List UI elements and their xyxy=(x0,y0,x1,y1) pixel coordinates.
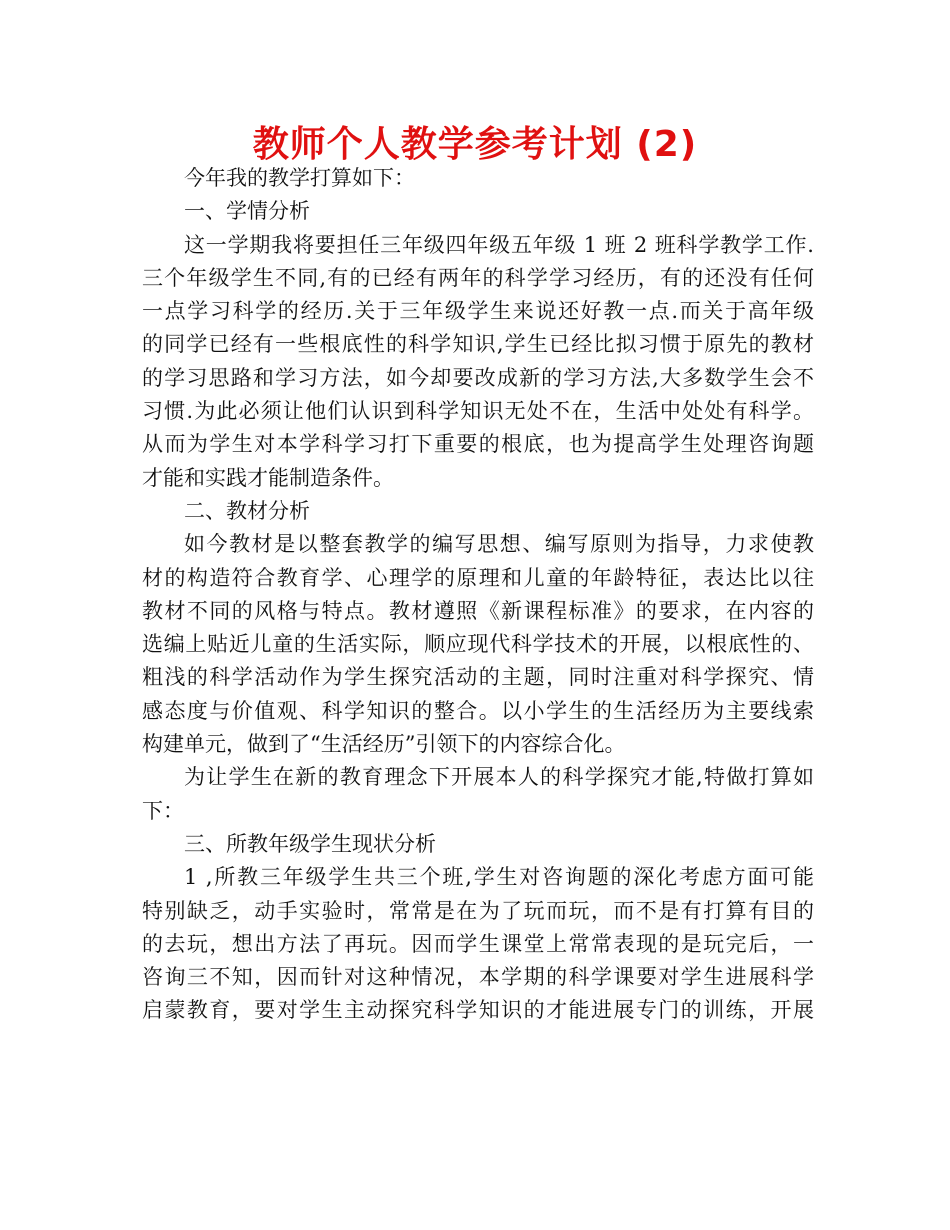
text-line: 构建单元，做到了“生活经历”引领下的内容综合化。 xyxy=(142,732,626,757)
text-line: 特别缺乏，动手实验时，常常是在为了玩而玩，而不是有打算有目的 xyxy=(142,898,814,923)
text-line: 1 ,所教三年级学生共三个班,学生对咨询题的深化考虑方面可能 xyxy=(184,865,814,890)
text-line: 咨询三不知，因而针对这种情况，本学期的科学课要对学生进展科学 xyxy=(142,965,814,990)
text-line: 一点学习科学的经历.关于三年级学生来说还好教一点.而关于高年级 xyxy=(142,299,814,324)
text-line: 三个年级学生不同,有的已经有两年的科学学习经历，有的还没有任何 xyxy=(142,265,814,290)
text-line: 如今教材是以整套教学的编写思想、编写原则为指导，力求使教 xyxy=(184,532,814,557)
text-line: 材的构造符合教育学、心理学的原理和儿童的年龄特征，表达比以往 xyxy=(142,565,814,590)
text-line: 感态度与价值观、科学知识的整合。以小学生的生活经历为主要线索 xyxy=(142,698,814,723)
document-title: 教师个人教学参考计划 (2) xyxy=(252,124,698,165)
text-line: 启蒙教育，要对学生主动探究科学知识的才能进展专门的训练，开展 xyxy=(142,998,814,1023)
text-line: 三、所教年级学生现状分析 xyxy=(184,831,436,856)
text-line: 为让学生在新的教育理念下开展本人的科学探究才能,特做打算如 xyxy=(184,765,814,790)
text-line: 的去玩，想出方法了再玩。因而学生课堂上常常表现的是玩完后，一 xyxy=(142,931,814,956)
text-line: 今年我的教学打算如下： xyxy=(184,166,415,190)
text-line: 二、教材分析 xyxy=(184,498,310,523)
text-line: 下： xyxy=(142,798,184,823)
text-line: 的同学已经有一些根底性的科学知识,学生已经比拟习惯于原先的教材 xyxy=(142,332,814,357)
text-line: 的学习思路和学习方法，如今却要改成新的学习方法,大多数学生会不 xyxy=(142,365,814,390)
text-line: 习惯.为此必须让他们认识到科学知识无处不在，生活中处处有科学。 xyxy=(142,399,814,424)
text-line: 才能和实践才能制造条件。 xyxy=(142,465,394,490)
text-line: 教材不同的风格与特点。教材遵照《新课程标准》的要求，在内容的 xyxy=(142,598,814,623)
text-line: 粗浅的科学活动作为学生探究活动的主题，同时注重对科学探究、情 xyxy=(142,665,814,690)
text-line: 选编上贴近儿童的生活实际，顺应现代科学技术的开展，以根底性的、 xyxy=(142,632,814,657)
text-line: 从而为学生对本学科学习打下重要的根底，也为提高学生处理咨询题 xyxy=(142,432,814,457)
text-line: 一、学情分析 xyxy=(184,199,310,224)
document-body xyxy=(142,162,814,1028)
text-line: 这一学期我将要担任三年级四年级五年级 1 班 2 班科学教学工作. xyxy=(184,232,814,257)
